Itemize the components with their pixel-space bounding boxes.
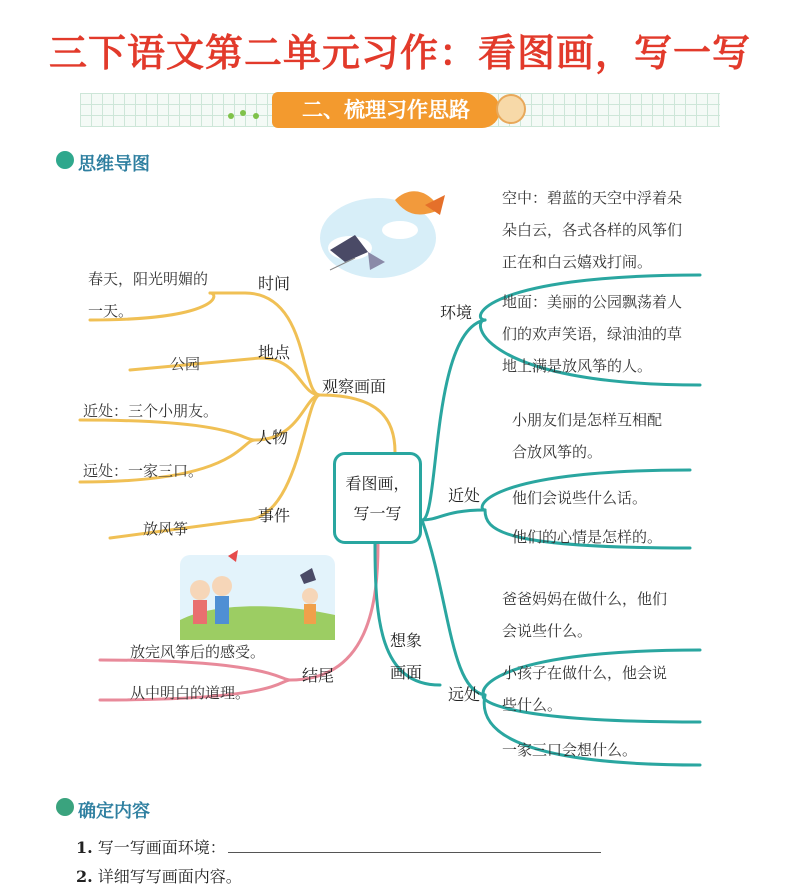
near-feeling-text: 他们的心情是怎样的。 <box>512 528 663 546</box>
question-1-answer-line[interactable] <box>228 852 601 853</box>
center-line1: 看图画， <box>345 474 410 493</box>
far-child-line1: 小孩子在做什么，他会说 <box>502 664 668 682</box>
branch-label-event: 事件 <box>258 506 291 525</box>
content-badge-icon <box>56 798 74 816</box>
question-2-number: 2. <box>76 867 93 886</box>
content-heading <box>78 797 150 823</box>
time-detail-line2: 一天。 <box>88 302 134 320</box>
question-1 <box>76 835 226 858</box>
section-banner: 二、梳理习作思路 <box>272 92 500 128</box>
branch-label-near: 近处 <box>448 486 481 505</box>
branch-label-observe: 观察画面 <box>322 377 387 396</box>
branch-label-imagine-1: 想象 <box>390 631 423 650</box>
time-detail-line1: 春天，阳光明媚的 <box>88 270 209 288</box>
environment-sky-text <box>502 182 682 278</box>
near-talk-text: 他们会说些什么话。 <box>512 489 648 507</box>
event-detail: 放风筝 <box>143 520 189 538</box>
branch-label-far: 远处 <box>448 685 481 704</box>
place-detail: 公园 <box>170 355 201 373</box>
mindmap-heading-text: 思维导图 <box>78 154 150 175</box>
branch-label-ending: 结尾 <box>302 666 335 685</box>
env-sky-line3: 正在和白云嬉戏打闹。 <box>502 253 653 271</box>
branch-label-imagine-2: 画面 <box>390 663 423 682</box>
far-parents-text <box>502 583 667 647</box>
far-child-line2: 些什么。 <box>502 696 563 714</box>
ending-detail-feeling: 放完风筝后的感受。 <box>130 643 266 661</box>
content-heading-text: 确定内容 <box>78 801 150 822</box>
question-1-text: 写一写画面环境： <box>97 838 226 857</box>
center-line2: 写一写 <box>353 504 402 523</box>
near-coop-line1: 小朋友们是怎样互相配 <box>512 411 663 429</box>
question-2 <box>76 864 242 887</box>
env-ground-line2: 们的欢声笑语，绿油油的草 <box>502 325 683 343</box>
near-cooperation-text <box>512 404 662 468</box>
branch-label-place: 地点 <box>258 343 291 362</box>
env-ground-line1: 地面：美丽的公园飘荡着人 <box>502 293 683 311</box>
far-parents-line2: 会说些什么。 <box>502 622 593 640</box>
env-sky-line1: 空中：碧蓝的天空中浮着朵 <box>502 189 683 207</box>
env-ground-line3: 地上满是放风筝的人。 <box>502 357 653 375</box>
page-title: 三下语文第二单元习作：看图画，写一写 <box>48 31 751 75</box>
mindmap-center-node <box>333 452 422 544</box>
branch-label-people: 人物 <box>256 428 289 447</box>
env-sky-line2: 朵白云，各式各样的风筝们 <box>502 221 683 239</box>
environment-ground-text <box>502 286 682 382</box>
people-detail-far: 远处：一家三口。 <box>83 462 204 480</box>
branch-label-time: 时间 <box>258 274 291 293</box>
people-detail-near: 近处：三个小朋友。 <box>83 402 219 420</box>
question-1-number: 1. <box>76 838 93 857</box>
far-parents-line1: 爸爸妈妈在做什么，他们 <box>502 590 668 608</box>
ending-detail-lesson: 从中明白的道理。 <box>130 684 251 702</box>
near-coop-line2: 合放风筝的。 <box>512 443 603 461</box>
question-2-text: 详细写写画面内容。 <box>97 867 242 886</box>
far-family-text: 一家三口会想什么。 <box>502 741 638 759</box>
branch-label-environment: 环境 <box>440 303 473 322</box>
far-child-text <box>502 657 667 721</box>
